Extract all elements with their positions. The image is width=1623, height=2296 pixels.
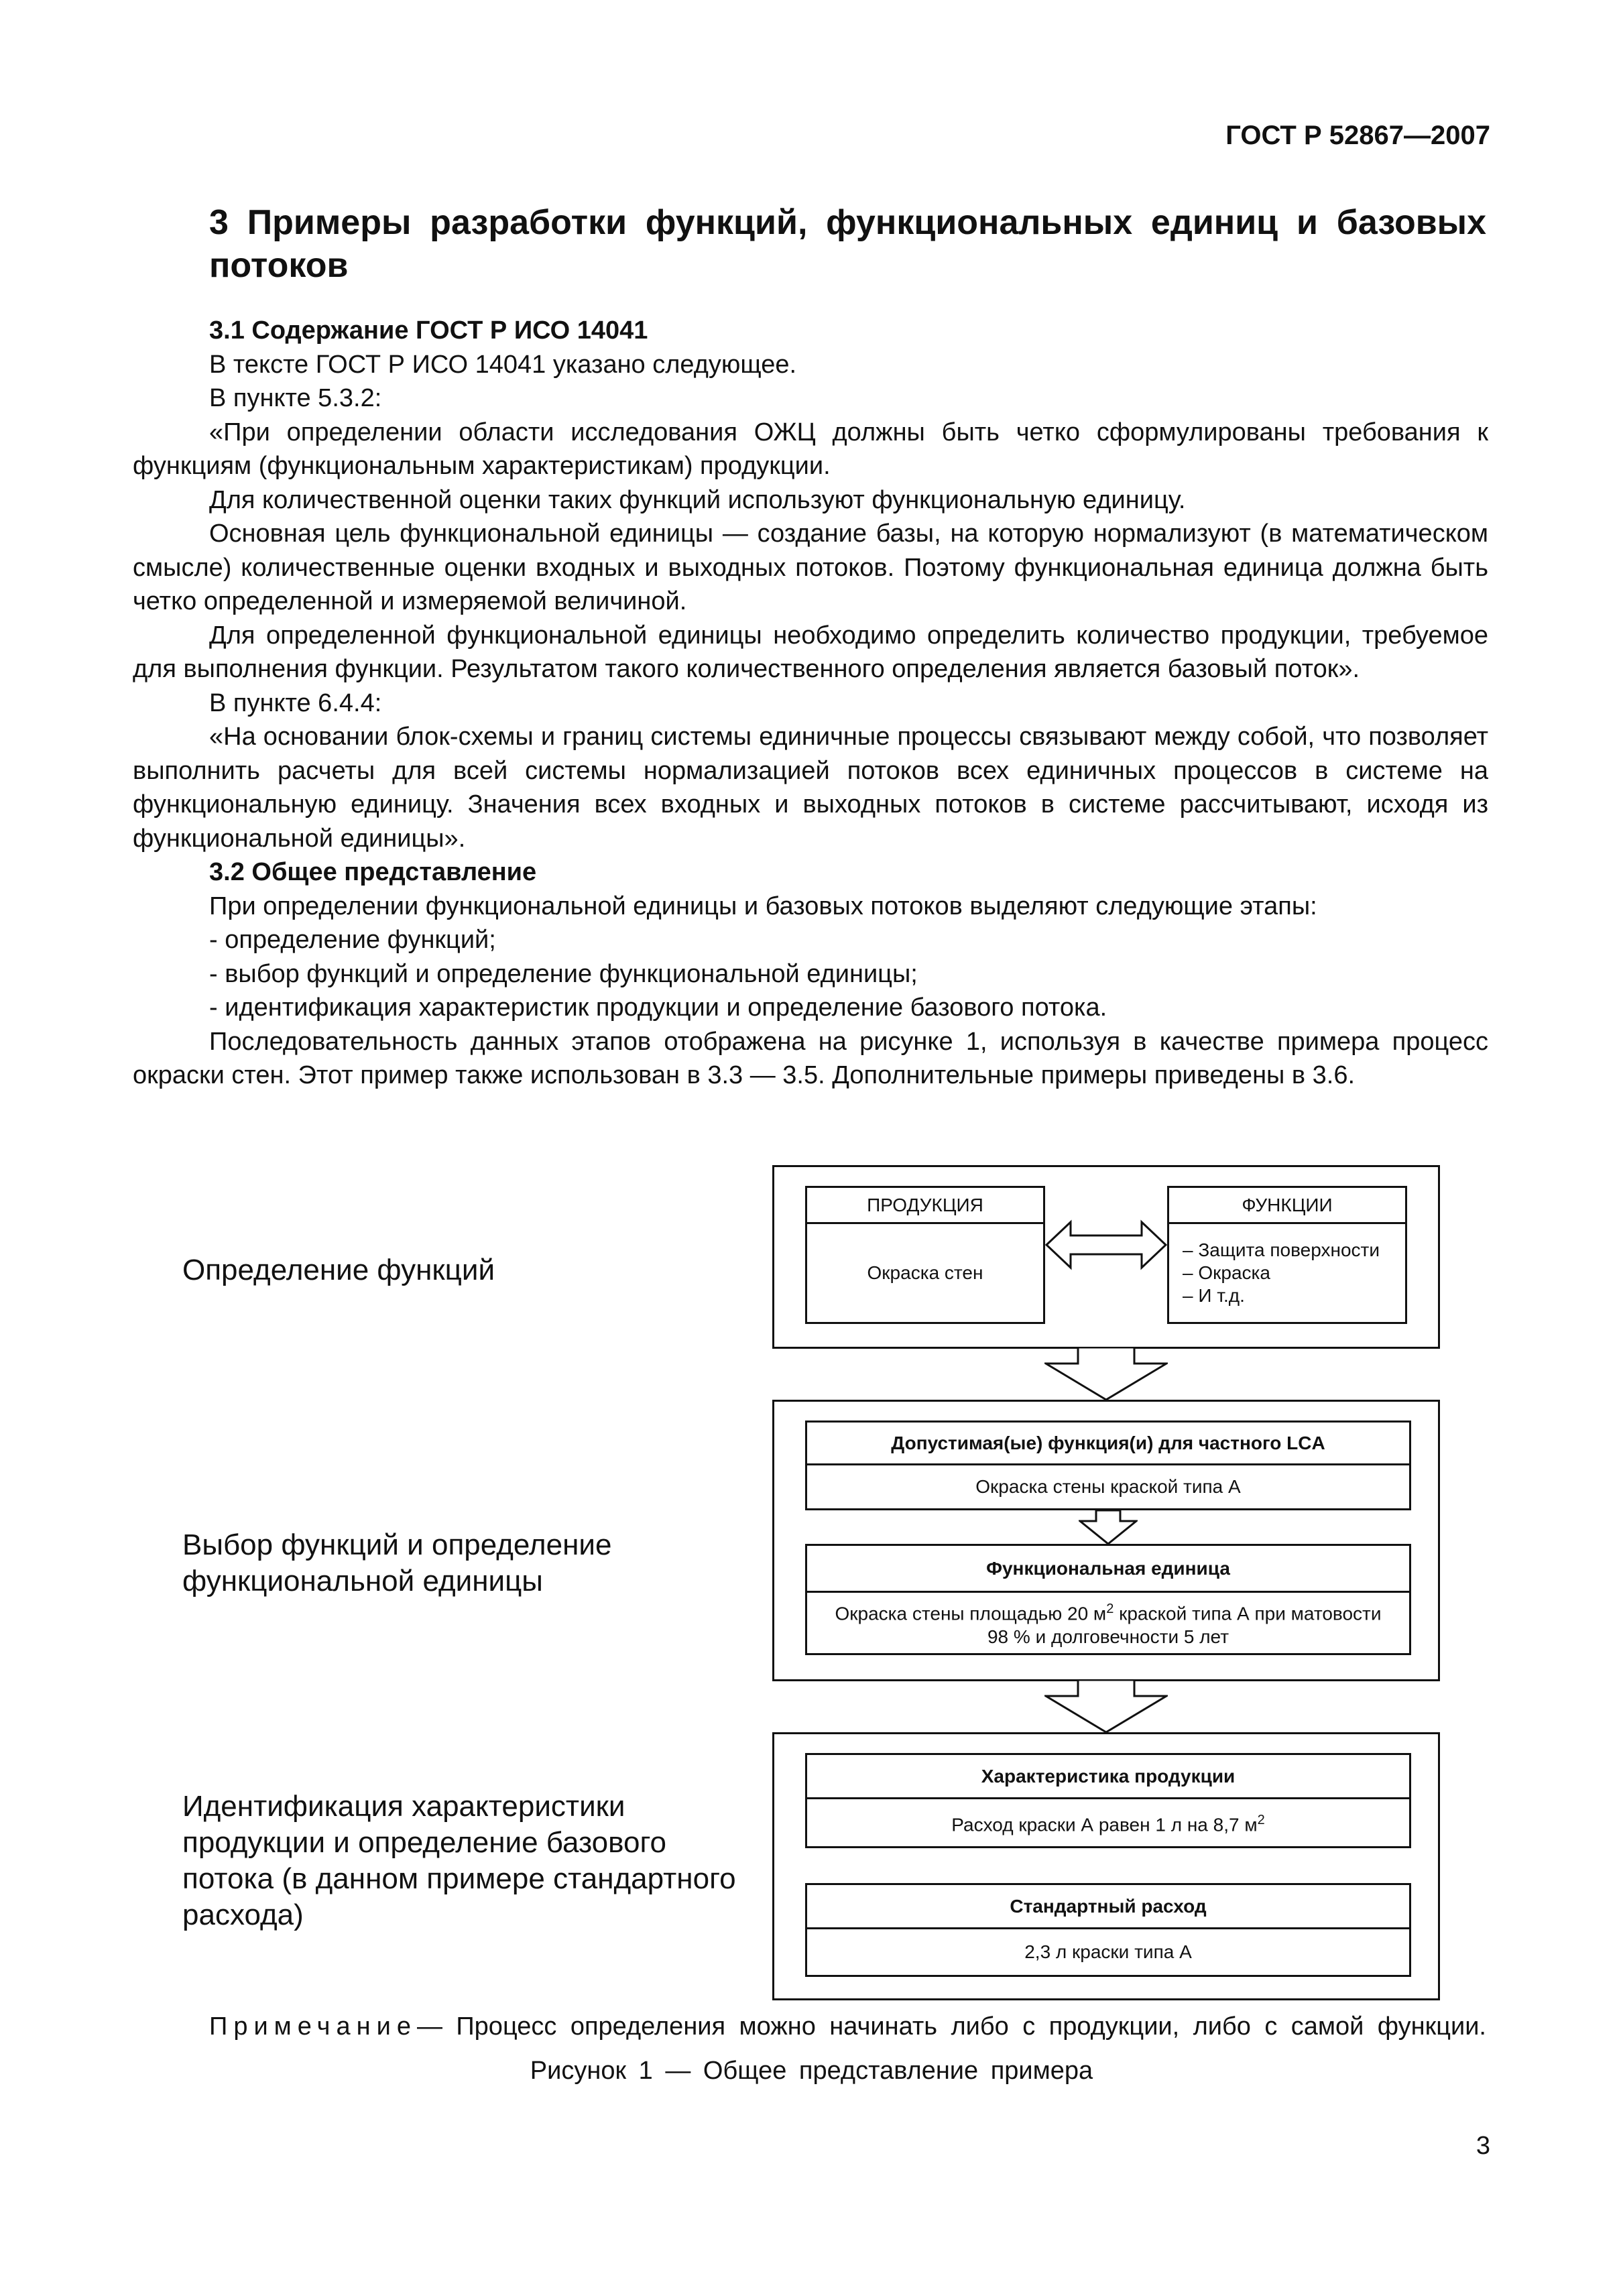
function-item: – И т.д.: [1183, 1285, 1245, 1306]
paragraph: «На основании блок-схемы и границ системы единичные процессы связывают между собой, что позволяет выполнить расчеты для всей системы нормализацией потоков всех единичных процессов в системе на функциональную единицу. Значения всех входных и выходных потоков в системе рассчитывают, исходя из функциональной единицы».: [133, 723, 1488, 853]
paragraph: При определении функциональной единицы и базовых потоков выделяют следующие этапы:: [209, 892, 1317, 920]
fu-body-post: краской типа А при матовости 98 % и долговечности 5 лет: [987, 1603, 1382, 1647]
fu-body-pre: Окраска стены площадью 20 м: [835, 1603, 1107, 1624]
product-box: [805, 1186, 1045, 1324]
down-arrow-icon: [1079, 1510, 1138, 1545]
function-item: – Окраска: [1183, 1262, 1270, 1283]
stage1-frame: [772, 1165, 1440, 1349]
subsection-3-2-title: 3.2 Общее представление: [209, 858, 537, 886]
stage1-label: Определение функций: [182, 1254, 495, 1286]
subsection-3-1-title: 3.1 Содержание ГОСТ Р ИСО 14041: [209, 316, 648, 345]
down-arrow-icon: [1044, 1680, 1168, 1734]
paragraph: Для количественной оценки таких функций используют функциональную единицу.: [209, 485, 1186, 514]
standard-consumption-head: Стандартный расход: [807, 1885, 1409, 1929]
fu-body-sup: 2: [1106, 1602, 1114, 1617]
product-characteristic-head: Характеристика продукции: [807, 1755, 1409, 1799]
body-text: [133, 314, 1488, 1093]
paragraph: В пункте 5.3.2:: [209, 384, 382, 412]
char-body-sup: 2: [1257, 1813, 1265, 1828]
paragraph: В тексте ГОСТ Р ИСО 14041 указано следующее.: [209, 350, 797, 379]
functions-list: [1169, 1224, 1405, 1307]
allowed-functions-box: [805, 1421, 1411, 1510]
stage2-label: Выбор функций и определение функциональной единицы: [182, 1528, 612, 1597]
standard-consumption-body: 2,3 л краски типа А: [1024, 1941, 1192, 1962]
allowed-functions-body: Окраска стены краской типа А: [975, 1476, 1241, 1497]
page-number: 3: [1476, 2132, 1490, 2160]
figure-note: [209, 2010, 1486, 2043]
allowed-functions-head: Допустимая(ые) функция(и) для частного LCA: [807, 1423, 1409, 1465]
down-arrow-icon: [1044, 1347, 1168, 1401]
paragraph: Основная цель функциональной единицы — создание базы, на которую нормализуют (в математическом смысле) количественные оценки входных и выходных потоков. Поэтому функциональная единица должна быть четко определенной и измеряемой величиной.: [133, 520, 1488, 615]
product-characteristic-box: [805, 1753, 1411, 1848]
paragraph: «При определении области исследования ОЖЦ должны быть четко сформулированы требования к функциям (функциональным характеристикам) продукции.: [133, 418, 1488, 480]
stage3-label: Идентификация характеристики продукции и определение базового потока (в данном примере стандартного расхода): [182, 1790, 736, 1931]
standard-consumption-box: [805, 1883, 1411, 1977]
functional-unit-body: [807, 1593, 1409, 1653]
char-body-pre: Расход краски А равен 1 л на 8,7 м: [951, 1814, 1258, 1835]
list-item: - идентификация характеристик продукции и определение базового потока.: [209, 993, 1107, 1022]
paragraph: В пункте 6.4.4:: [209, 688, 382, 717]
product-characteristic-body: [807, 1799, 1409, 1846]
functions-box-head: ФУНКЦИИ: [1169, 1188, 1405, 1224]
section-title: 3 Примеры разработки функций, функциональных единиц и базовых потоков: [209, 203, 1486, 285]
list-item: - выбор функций и определение функциональной единицы;: [209, 959, 918, 988]
stage3-frame: [772, 1732, 1440, 2000]
list-item: - определение функций;: [209, 926, 496, 954]
note-label: Примечание: [209, 2012, 417, 2041]
stage2-frame: [772, 1400, 1440, 1681]
figure-caption: Рисунок 1 — Общее представление примера: [530, 2057, 1093, 2085]
paragraph: Последовательность данных этапов отображена на рисунке 1, используя в качестве примера процесс окраски стен. Этот пример также использован в 3.3 — 3.5. Дополнительные примеры приведены в 3.6.: [133, 1027, 1488, 1089]
functional-unit-head: Функциональная единица: [807, 1546, 1409, 1593]
function-item: – Защита поверхности: [1183, 1240, 1380, 1260]
functional-unit-box: [805, 1544, 1411, 1655]
double-arrow-icon: [1045, 1219, 1167, 1270]
standard-header: ГОСТ Р 52867—2007: [1225, 121, 1490, 150]
note-text: — Процесс определения можно начинать либо с продукции, либо с самой функции.: [416, 2012, 1486, 2041]
product-box-body: Окраска стен: [867, 1262, 983, 1283]
product-box-head: ПРОДУКЦИЯ: [807, 1188, 1043, 1224]
functions-box: [1167, 1186, 1407, 1324]
paragraph: Для определенной функциональной единицы необходимо определить количество продукции, требуемое для выполнения функции. Результатом такого количественного определения является базовый поток».: [133, 621, 1488, 683]
